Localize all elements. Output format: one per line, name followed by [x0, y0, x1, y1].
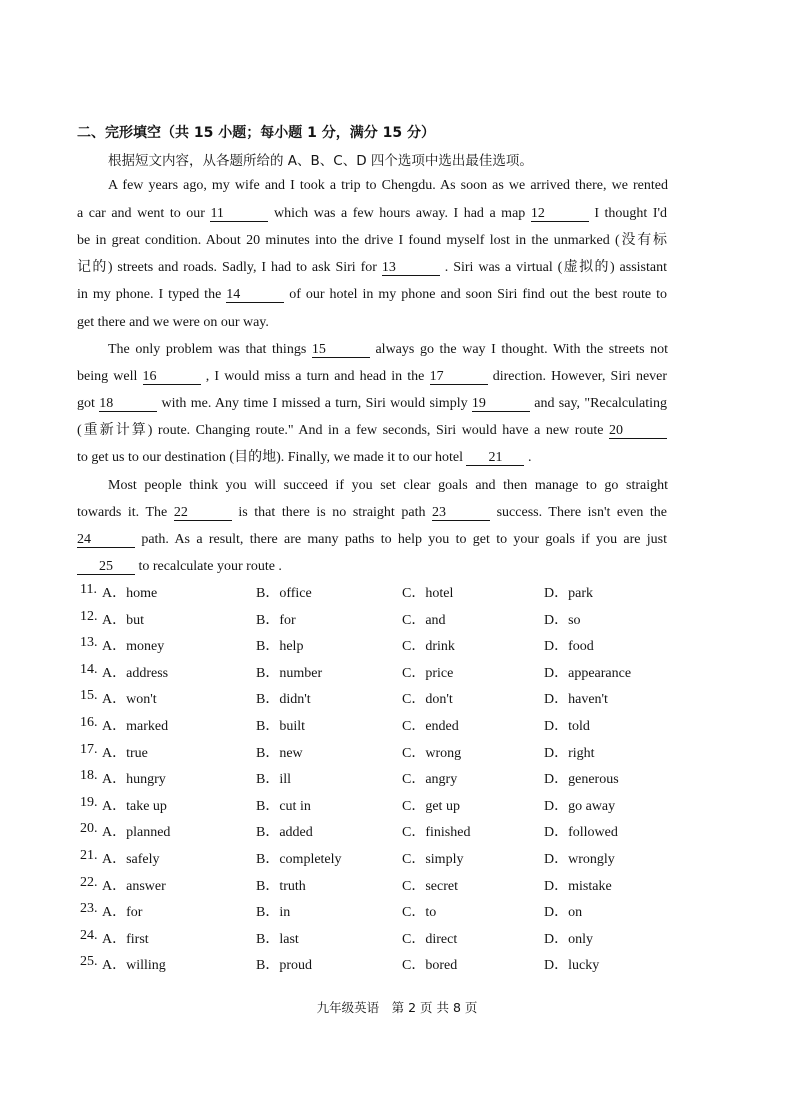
- question-number: 25.: [80, 954, 98, 969]
- option-a: A．money: [102, 639, 165, 654]
- blank-21: 21: [466, 450, 524, 466]
- passage-line: [77, 258, 667, 278]
- option-a: A．home: [102, 586, 158, 601]
- option-d: D．food: [544, 639, 594, 654]
- option-row: [80, 795, 680, 817]
- option-row: [80, 901, 680, 923]
- question-number: 20.: [80, 821, 98, 836]
- option-b: B．number: [256, 666, 323, 681]
- option-row: [80, 848, 680, 870]
- option-a: A．willing: [102, 958, 166, 973]
- option-a: A．but: [102, 613, 144, 628]
- section-title: 二、完形填空（共 15 小题；每小题 1 分，满分 15 分）: [77, 125, 435, 141]
- option-row: [80, 635, 680, 657]
- option-row: [80, 609, 680, 631]
- passage-text: A few years ago, my wife and I took a trip to Chengdu. As soon as we arrived there, we rented: [108, 178, 668, 193]
- option-c: C．ended: [402, 719, 459, 734]
- option-d: D．generous: [544, 772, 619, 787]
- passage-line: [77, 231, 667, 251]
- passage-text: I thought I'd: [594, 206, 668, 221]
- question-number: 24.: [80, 928, 98, 943]
- option-d: D．park: [544, 586, 593, 601]
- option-b: B．cut in: [256, 799, 311, 814]
- question-number: 13.: [80, 635, 98, 650]
- question-number: 14.: [80, 662, 98, 677]
- option-a: A．answer: [102, 879, 166, 894]
- option-c: C．angry: [402, 772, 458, 787]
- question-number: 22.: [80, 875, 98, 890]
- passage-line: [108, 476, 668, 496]
- passage-line: [77, 557, 667, 577]
- passage-line: [77, 421, 667, 441]
- passage-text: of our hotel in my phone and soon Siri find out the best route to: [289, 287, 667, 302]
- option-row: [80, 928, 680, 950]
- blank-11: 11: [210, 206, 268, 222]
- passage-text: , I would miss a turn and head in the: [205, 369, 425, 384]
- option-row: [80, 582, 680, 604]
- passage-line: [77, 313, 667, 333]
- option-c: C．secret: [402, 879, 458, 894]
- passage-text: Most people think you will succeed if you set clear goals and then manage to go straight: [108, 478, 668, 493]
- option-d: D．right: [544, 746, 595, 761]
- option-d: D．go away: [544, 799, 616, 814]
- option-a: A．safely: [102, 852, 160, 867]
- option-c: C．get up: [402, 799, 460, 814]
- passage-line: [77, 503, 667, 523]
- question-number: 17.: [80, 742, 98, 757]
- option-b: B．didn't: [256, 692, 311, 707]
- option-b: B．office: [256, 586, 312, 601]
- option-row: [80, 662, 680, 684]
- option-d: D．only: [544, 932, 593, 947]
- passage-line: [77, 285, 667, 305]
- question-number: 11.: [80, 582, 97, 597]
- passage-line: [77, 204, 667, 224]
- option-b: B．built: [256, 719, 306, 734]
- blank-19: 19: [472, 396, 530, 412]
- option-c: C．price: [402, 666, 454, 681]
- blank-17: 17: [430, 369, 488, 385]
- passage-line: [77, 530, 667, 550]
- passage-line: [108, 176, 668, 196]
- option-b: B．completely: [256, 852, 342, 867]
- passage-line: [77, 394, 667, 414]
- question-number: 21.: [80, 848, 98, 863]
- passage-text: get there and we were on our way.: [77, 315, 269, 330]
- option-d: D．on: [544, 905, 583, 920]
- passage-text: which was a few hours away. I had a map: [273, 206, 526, 221]
- option-c: C．hotel: [402, 586, 454, 601]
- option-row: [80, 715, 680, 737]
- question-number: 15.: [80, 688, 98, 703]
- option-row: [80, 954, 680, 976]
- blank-14: 14: [226, 287, 284, 303]
- blank-25: 25: [77, 559, 135, 575]
- option-a: A．planned: [102, 825, 171, 840]
- passage-text: be in great condition. About 20 minutes into the drive I found myself lost in the unmarked (没有标: [77, 233, 667, 248]
- option-c: C．to: [402, 905, 437, 920]
- blank-18: 18: [99, 396, 157, 412]
- option-c: C．bored: [402, 958, 458, 973]
- question-number: 12.: [80, 609, 98, 624]
- passage-text: always go the way I thought. With the streets not: [375, 342, 668, 357]
- option-b: B．for: [256, 613, 296, 628]
- question-number: 18.: [80, 768, 98, 783]
- question-number: 23.: [80, 901, 98, 916]
- option-c: C．finished: [402, 825, 471, 840]
- option-c: C．direct: [402, 932, 458, 947]
- option-d: D．wrongly: [544, 852, 615, 867]
- blank-12: 12: [531, 206, 589, 222]
- passage-text: in my phone. I typed the: [77, 287, 222, 302]
- passage-text: to get us to our destination (目的地). Finally, we made it to our hotel: [77, 450, 463, 465]
- passage-text: (重新计算) route. Changing route." And in a few seconds, Siri would have a new route: [77, 423, 604, 438]
- option-a: A．marked: [102, 719, 169, 734]
- option-b: B．proud: [256, 958, 312, 973]
- option-a: A．take up: [102, 799, 167, 814]
- option-d: D．followed: [544, 825, 618, 840]
- passage-text: with me. Any time I missed a turn, Siri would simply: [161, 396, 468, 411]
- option-c: C．don't: [402, 692, 453, 707]
- passage-line: [108, 340, 668, 360]
- blank-20: 20: [609, 423, 667, 439]
- option-b: B．added: [256, 825, 313, 840]
- option-b: B．last: [256, 932, 299, 947]
- option-c: C．drink: [402, 639, 455, 654]
- passage-text: towards it. The: [77, 505, 168, 520]
- passage-line: [77, 448, 667, 468]
- option-a: A．true: [102, 746, 148, 761]
- option-row: [80, 875, 680, 897]
- passage-text: being well: [77, 369, 138, 384]
- option-a: A．for: [102, 905, 143, 920]
- question-number: 19.: [80, 795, 98, 810]
- passage-line: [77, 367, 667, 387]
- blank-13: 13: [382, 260, 440, 276]
- option-c: C．simply: [402, 852, 464, 867]
- option-row: [80, 742, 680, 764]
- option-b: B．new: [256, 746, 303, 761]
- passage-text: got: [77, 396, 95, 411]
- option-d: D．mistake: [544, 879, 612, 894]
- option-d: D．haven't: [544, 692, 608, 707]
- passage-text: . Siri was a virtual (虚拟的) assistant: [444, 260, 668, 275]
- blank-16: 16: [143, 369, 201, 385]
- blank-24: 24: [77, 532, 135, 548]
- blank-15: 15: [312, 342, 370, 358]
- option-a: A．hungry: [102, 772, 166, 787]
- passage-text: is that there is no straight path: [238, 505, 426, 520]
- option-c: C．wrong: [402, 746, 462, 761]
- page-footer: 九年级英语 第 2 页 共 8 页: [316, 1000, 478, 1015]
- passage-text: and say, "Recalculating: [534, 396, 668, 411]
- passage-text: direction. However, Siri never: [492, 369, 668, 384]
- option-d: D．told: [544, 719, 590, 734]
- blank-22: 22: [174, 505, 232, 521]
- blank-23: 23: [432, 505, 490, 521]
- question-number: 16.: [80, 715, 98, 730]
- passage-text: success. There isn't even the: [496, 505, 668, 520]
- passage-text: to recalculate your route .: [138, 559, 282, 574]
- option-row: [80, 688, 680, 710]
- option-d: D．appearance: [544, 666, 632, 681]
- section-instruction: 根据短文内容，从各题所给的 A、B、C、D 四个选项中选出最佳选项。: [108, 153, 533, 169]
- passage-text: path. As a result, there are many paths to help you to get to your goals if you are just: [141, 532, 668, 547]
- option-b: B．ill: [256, 772, 292, 787]
- option-b: B．help: [256, 639, 304, 654]
- option-d: D．so: [544, 613, 581, 628]
- option-b: B．truth: [256, 879, 306, 894]
- option-a: A．won't: [102, 692, 157, 707]
- option-row: [80, 768, 680, 790]
- passage-text: 记的) streets and roads. Sadly, I had to ask Siri for: [77, 260, 377, 275]
- option-c: C．and: [402, 613, 446, 628]
- passage-text: a car and went to our: [77, 206, 205, 221]
- passage-text: The only problem was that things: [108, 342, 307, 357]
- option-a: A．address: [102, 666, 169, 681]
- option-b: B．in: [256, 905, 291, 920]
- option-row: [80, 821, 680, 843]
- option-a: A．first: [102, 932, 149, 947]
- passage-text: .: [527, 450, 532, 465]
- option-d: D．lucky: [544, 958, 600, 973]
